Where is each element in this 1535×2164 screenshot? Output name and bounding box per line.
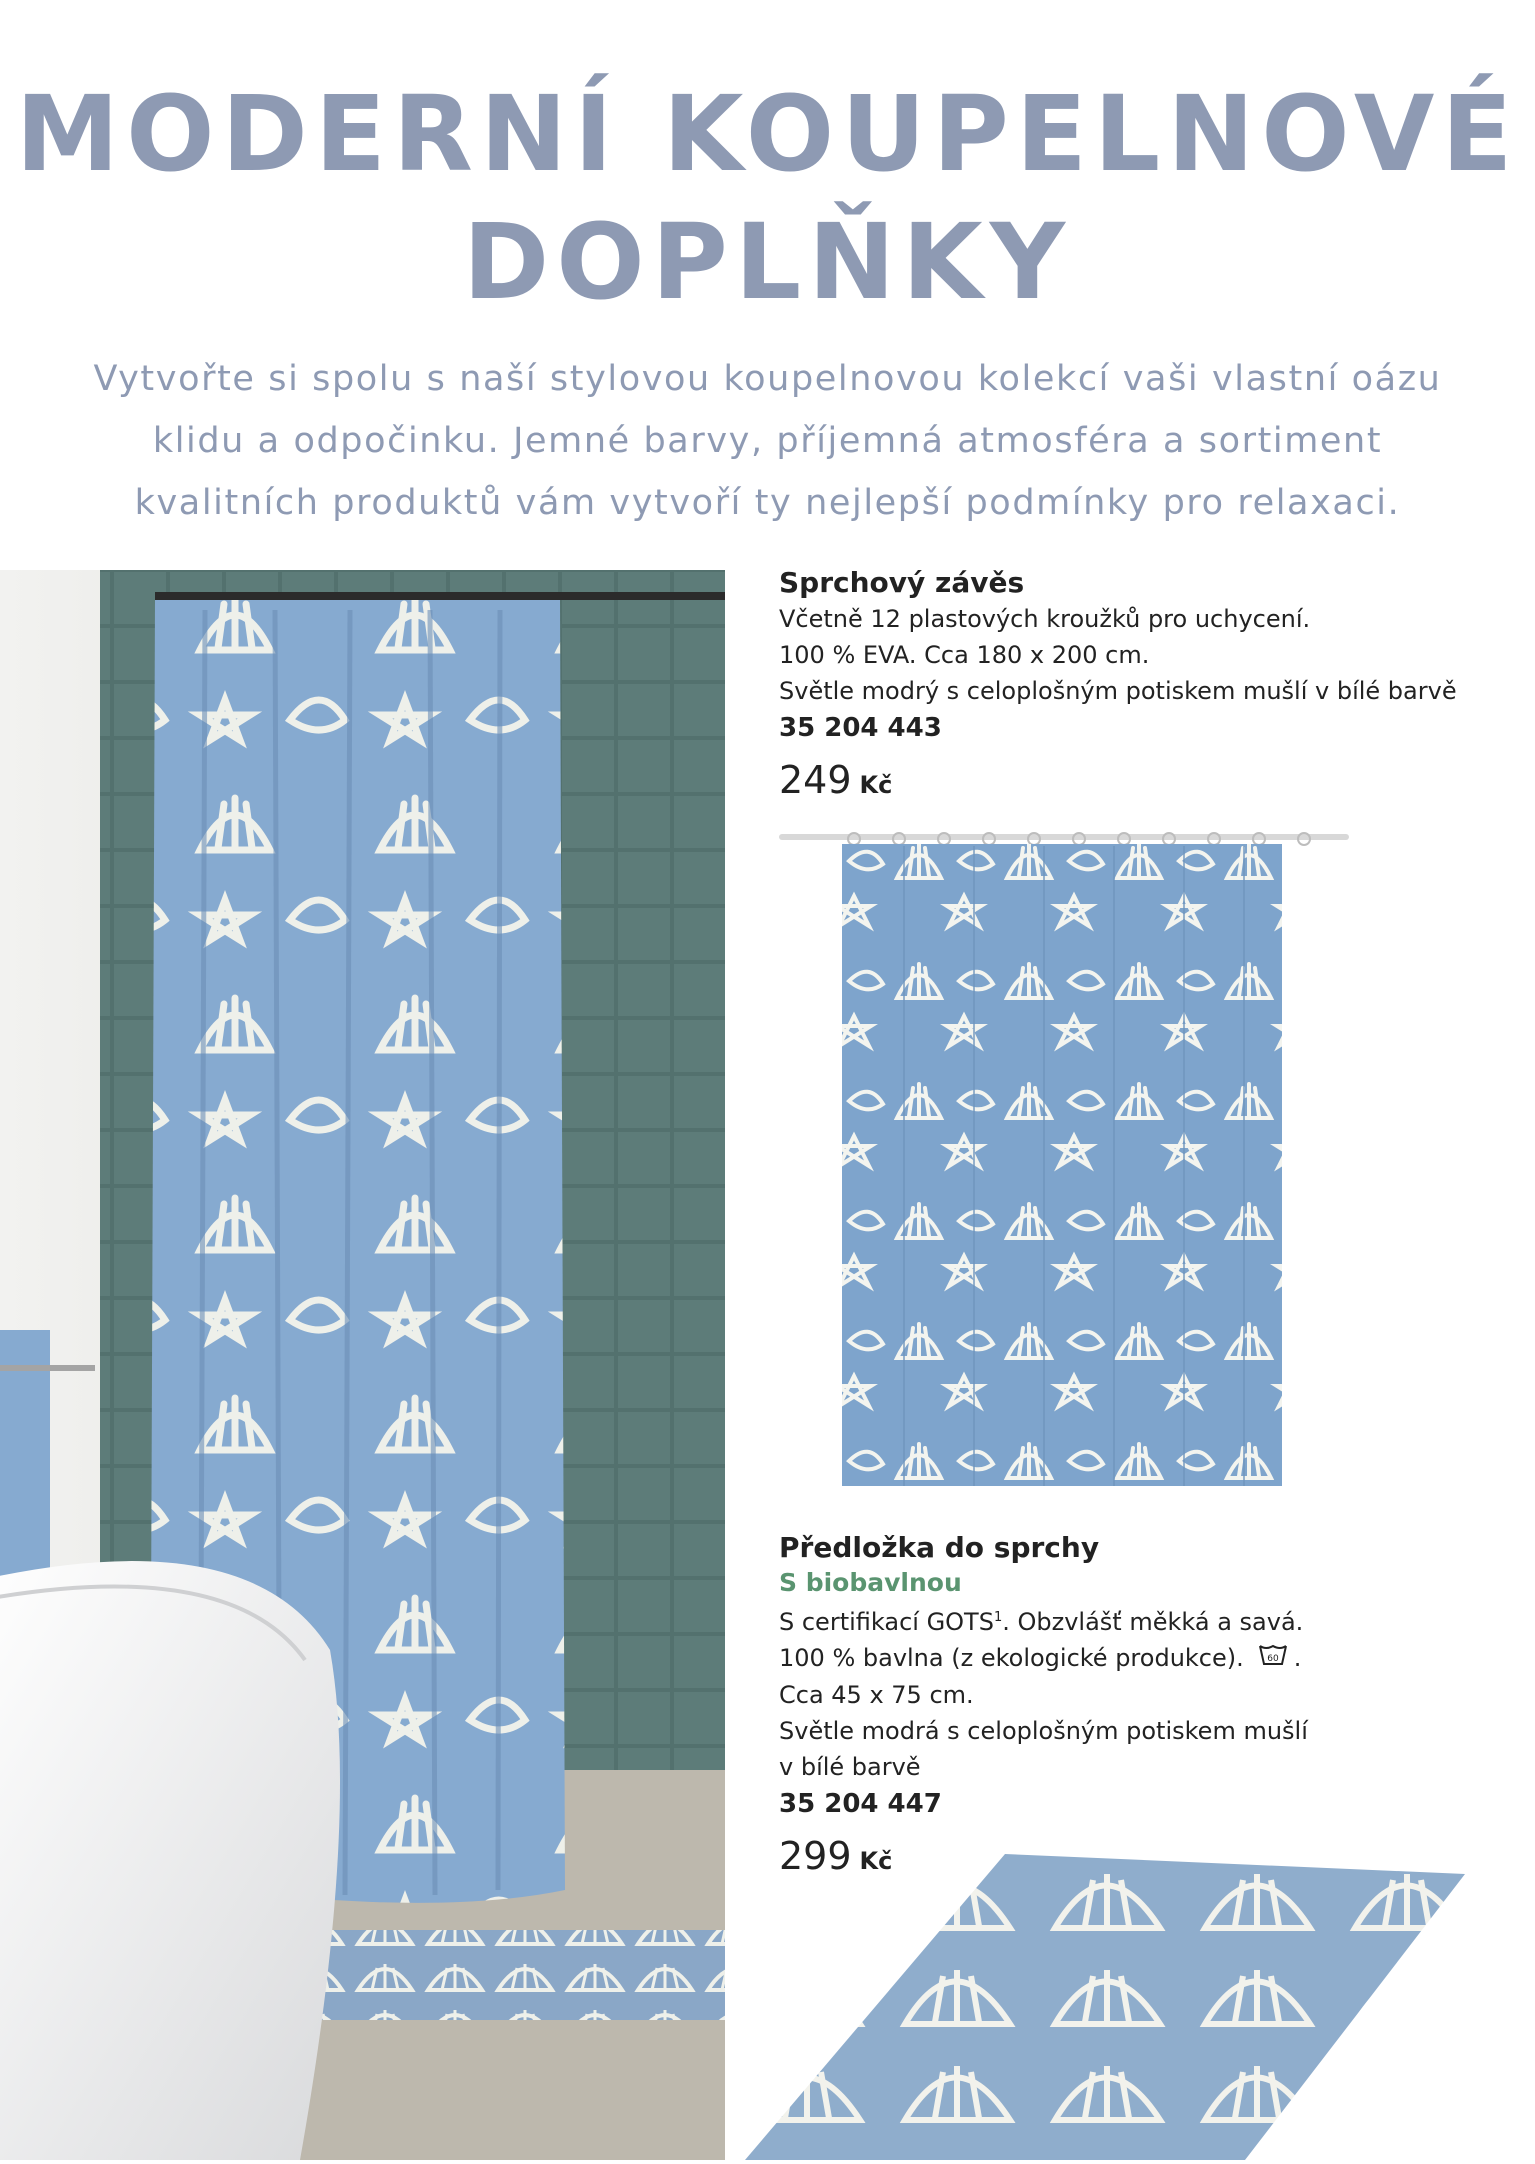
product-shower-mat: [779, 1530, 1499, 1889]
shower-mat-image: [745, 1848, 1475, 2160]
title-line-2: DOPLŇKY: [462, 201, 1073, 323]
intro-text: [90, 348, 1445, 534]
product-desc-line: Cca 45 x 75 cm.: [779, 1681, 974, 1709]
product-code: 35 204 443: [779, 713, 942, 743]
product-desc-line: Světle modrá s celoplošným potiskem mušlí: [779, 1717, 1308, 1745]
intro-line-1: Vytvořte si spolu s naší stylovou koupelnovou kolekcí vaši vlastní oázu: [93, 359, 1442, 399]
product-shower-curtain: [779, 565, 1499, 813]
product-desc-line: v bílé barvě: [779, 1753, 921, 1781]
product-desc-line: Včetně 12 plastových kroužků pro uchycení.: [779, 605, 1311, 633]
intro-line-2: klidu a odpočinku. Jemné barvy, příjemná atmosféra a sortiment: [152, 421, 1383, 461]
product-name: Předložka do sprchy: [779, 1531, 1100, 1564]
title-line-1: MODERNÍ KOUPELNOVÉ: [15, 73, 1520, 195]
price-currency: Kč: [859, 771, 893, 799]
product-desc-line: 100 % EVA. Cca 180 x 200 cm.: [779, 641, 1150, 669]
product-price: [779, 755, 1499, 813]
organic-cotton-badge: S biobavlnou: [779, 1568, 962, 1597]
price-amount: 249: [779, 758, 852, 802]
bathroom-photo: [0, 570, 725, 2160]
punct: .: [1293, 1644, 1302, 1672]
desc-text: . Obzvlášť měkká a savá.: [1002, 1608, 1304, 1636]
wash-60-icon: [1258, 1641, 1288, 1677]
product-code: 35 204 447: [779, 1789, 942, 1819]
material-text: 100 % bavlna (z ekologické produkce).: [779, 1644, 1244, 1672]
product-desc-line: [779, 1640, 1499, 1677]
price-amount: 299: [779, 1834, 852, 1878]
page-title: [0, 70, 1535, 326]
product-name: Sprchový závěs: [779, 566, 1025, 599]
gots-text: S certifikací GOTS: [779, 1608, 994, 1636]
product-desc-line: Světle modrý s celoplošným potiskem mušlí v bílé barvě: [779, 677, 1457, 705]
shower-curtain-image: [779, 826, 1349, 1496]
footnote-mark: 1: [993, 1610, 1003, 1625]
wash-temp-label: 60: [1267, 1654, 1279, 1664]
price-currency: Kč: [859, 1847, 893, 1875]
product-desc-line: [779, 1600, 1499, 1640]
intro-line-3: kvalitních produktů vám vytvoří ty nejlepší podmínky pro relaxaci.: [134, 483, 1401, 523]
